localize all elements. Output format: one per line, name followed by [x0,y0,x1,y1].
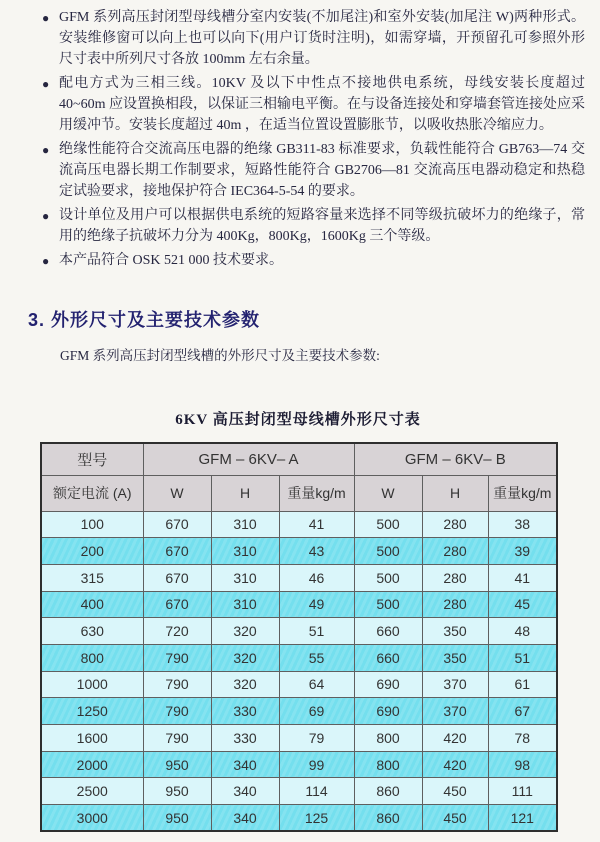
table-cell: 670 [143,564,211,591]
table-cell: 350 [422,644,488,671]
table-row [41,698,557,725]
table-cell: 43 [279,538,354,565]
bullet-text: 本产品符合 OSK 521 000 技术要求。 [59,253,284,268]
dimensions-table [40,442,558,832]
table-cell: 500 [354,564,422,591]
table-cell: 2000 [41,751,143,778]
table-cell: 280 [422,591,488,618]
table-cell: 340 [211,805,279,832]
col-header-h-a: H [211,475,279,511]
table-cell: 350 [422,618,488,645]
section-intro: GFM 系列高压封闭型线槽的外形尺寸及主要技术参数: [60,348,380,363]
table-cell: 950 [143,805,211,832]
table-cell: 39 [488,538,557,565]
bullet-icon: ● [42,11,50,25]
table-cell: 3000 [41,805,143,832]
table-cell: 340 [211,778,279,805]
table-cell: 670 [143,591,211,618]
col-header-weight-b: 重量kg/m [488,475,557,511]
table-cell: 500 [354,538,422,565]
bullet-list [42,7,585,274]
table-cell: 660 [354,644,422,671]
table-row [41,538,557,565]
bullet-icon: ● [42,77,50,91]
table-cell: 121 [488,805,557,832]
table-cell: 860 [354,805,422,832]
table-cell: 61 [488,671,557,698]
table-cell: 370 [422,671,488,698]
table-row [41,671,557,698]
table-cell: 41 [279,511,354,538]
table-cell: 78 [488,725,557,752]
table-cell: 49 [279,591,354,618]
table-cell: 64 [279,671,354,698]
table-cell: 720 [143,618,211,645]
table-cell: 670 [143,511,211,538]
table-cell: 790 [143,698,211,725]
table-cell: 450 [422,805,488,832]
table-cell: 2500 [41,778,143,805]
table-cell: 800 [354,751,422,778]
bullet-icon: ● [42,254,50,268]
table-cell: 280 [422,511,488,538]
table-cell: 860 [354,778,422,805]
table-cell: 420 [422,751,488,778]
table-cell: 420 [422,725,488,752]
table-row [41,511,557,538]
table-row [41,725,557,752]
table-cell: 330 [211,725,279,752]
col-header-weight-a: 重量kg/m [279,475,354,511]
table-cell: 38 [488,511,557,538]
table-cell: 320 [211,644,279,671]
col-header-group-a: GFM – 6KV– A [143,443,354,475]
table-cell: 1600 [41,725,143,752]
table-cell: 310 [211,538,279,565]
table-cell: 500 [354,511,422,538]
table-cell: 200 [41,538,143,565]
table-row [41,591,557,618]
table-cell: 800 [41,644,143,671]
bullet-item [42,139,585,202]
table-cell: 450 [422,778,488,805]
col-header-w-a: W [143,475,211,511]
table-cell: 48 [488,618,557,645]
table-cell: 69 [279,698,354,725]
table-row [41,778,557,805]
col-header-group-b: GFM – 6KV– B [354,443,557,475]
table-cell: 320 [211,671,279,698]
table-cell: 630 [41,618,143,645]
table-header-sub-row [41,475,557,511]
table-cell: 790 [143,644,211,671]
bullet-item [42,205,585,247]
bullet-text: 绝缘性能符合交流高压电器的绝缘 GB311-83 标准要求，负载性能符合 GB763—74 交流高压电器长期工作制要求，短路性能符合 GB2706—81 交流高压电器动稳定和热稳定试验要求，接地保护符合 IEC364-5-54 的要求。 [59,142,585,199]
bullet-icon: ● [42,209,50,223]
table-cell: 46 [279,564,354,591]
table-cell: 100 [41,511,143,538]
table-row [41,751,557,778]
table-cell: 315 [41,564,143,591]
table-cell: 790 [143,671,211,698]
table-cell: 45 [488,591,557,618]
table-cell: 370 [422,698,488,725]
table-cell: 400 [41,591,143,618]
table-cell: 690 [354,671,422,698]
table-cell: 280 [422,538,488,565]
bullet-icon: ● [42,143,50,157]
table-cell: 320 [211,618,279,645]
table-cell: 950 [143,751,211,778]
bullet-text: 配电方式为三相三线。10KV 及以下中性点不接地供电系统，母线安装长度超过 40~60m 应设置换相段，以保证三相输电平衡。在与设备连接处和穿墙套管连接处应采用缓冲节。安装长度超过 40m ，在适当位置设置膨胀节，以吸收热胀冷缩应力。 [59,76,585,133]
table-row [41,618,557,645]
table-cell: 114 [279,778,354,805]
col-header-w-b: W [354,475,422,511]
table-title: 6KV 高压封闭型母线槽外形尺寸表 [175,412,421,428]
table-cell: 79 [279,725,354,752]
table-header-group-row [41,443,557,475]
table-cell: 41 [488,564,557,591]
bullet-text: 设计单位及用户可以根据供电系统的短路容量来选择不同等级抗破坏力的绝缘子，常用的绝缘子抗破坏力分为 400Kg，800Kg，1600Kg 三个等级。 [59,208,585,244]
table-cell: 99 [279,751,354,778]
col-header-model: 型号 [41,443,143,475]
bullet-item [42,250,585,271]
table-cell: 310 [211,591,279,618]
table-cell: 55 [279,644,354,671]
table-cell: 125 [279,805,354,832]
table-cell: 790 [143,725,211,752]
table-cell: 280 [422,564,488,591]
table-cell: 690 [354,698,422,725]
table-cell: 111 [488,778,557,805]
table-cell: 340 [211,751,279,778]
table-cell: 950 [143,778,211,805]
bullet-item [42,73,585,136]
table-row [41,805,557,832]
col-header-rated-current: 额定电流 (A) [41,475,143,511]
table-cell: 660 [354,618,422,645]
table-cell: 670 [143,538,211,565]
bullet-text: GFM 系列高压封闭型母线槽分室内安装(不加尾注)和室外安装(加尾注 W)两种形式。安装维修窗可以向上也可以向下(用户订货时注明)，如需穿墙，开预留孔可参照外形尺寸表中所列尺寸各放 100mm 左右余量。 [59,10,585,67]
table-cell: 310 [211,511,279,538]
section-heading: 3. 外形尺寸及主要技术参数 [28,310,261,330]
table-cell: 800 [354,725,422,752]
col-header-h-b: H [422,475,488,511]
table-cell: 1250 [41,698,143,725]
table-cell: 67 [488,698,557,725]
table-cell: 500 [354,591,422,618]
table-cell: 330 [211,698,279,725]
table-cell: 51 [488,644,557,671]
table-cell: 98 [488,751,557,778]
table-row [41,644,557,671]
bullet-item [42,7,585,70]
table-row [41,564,557,591]
table-cell: 310 [211,564,279,591]
table-cell: 51 [279,618,354,645]
table-cell: 1000 [41,671,143,698]
